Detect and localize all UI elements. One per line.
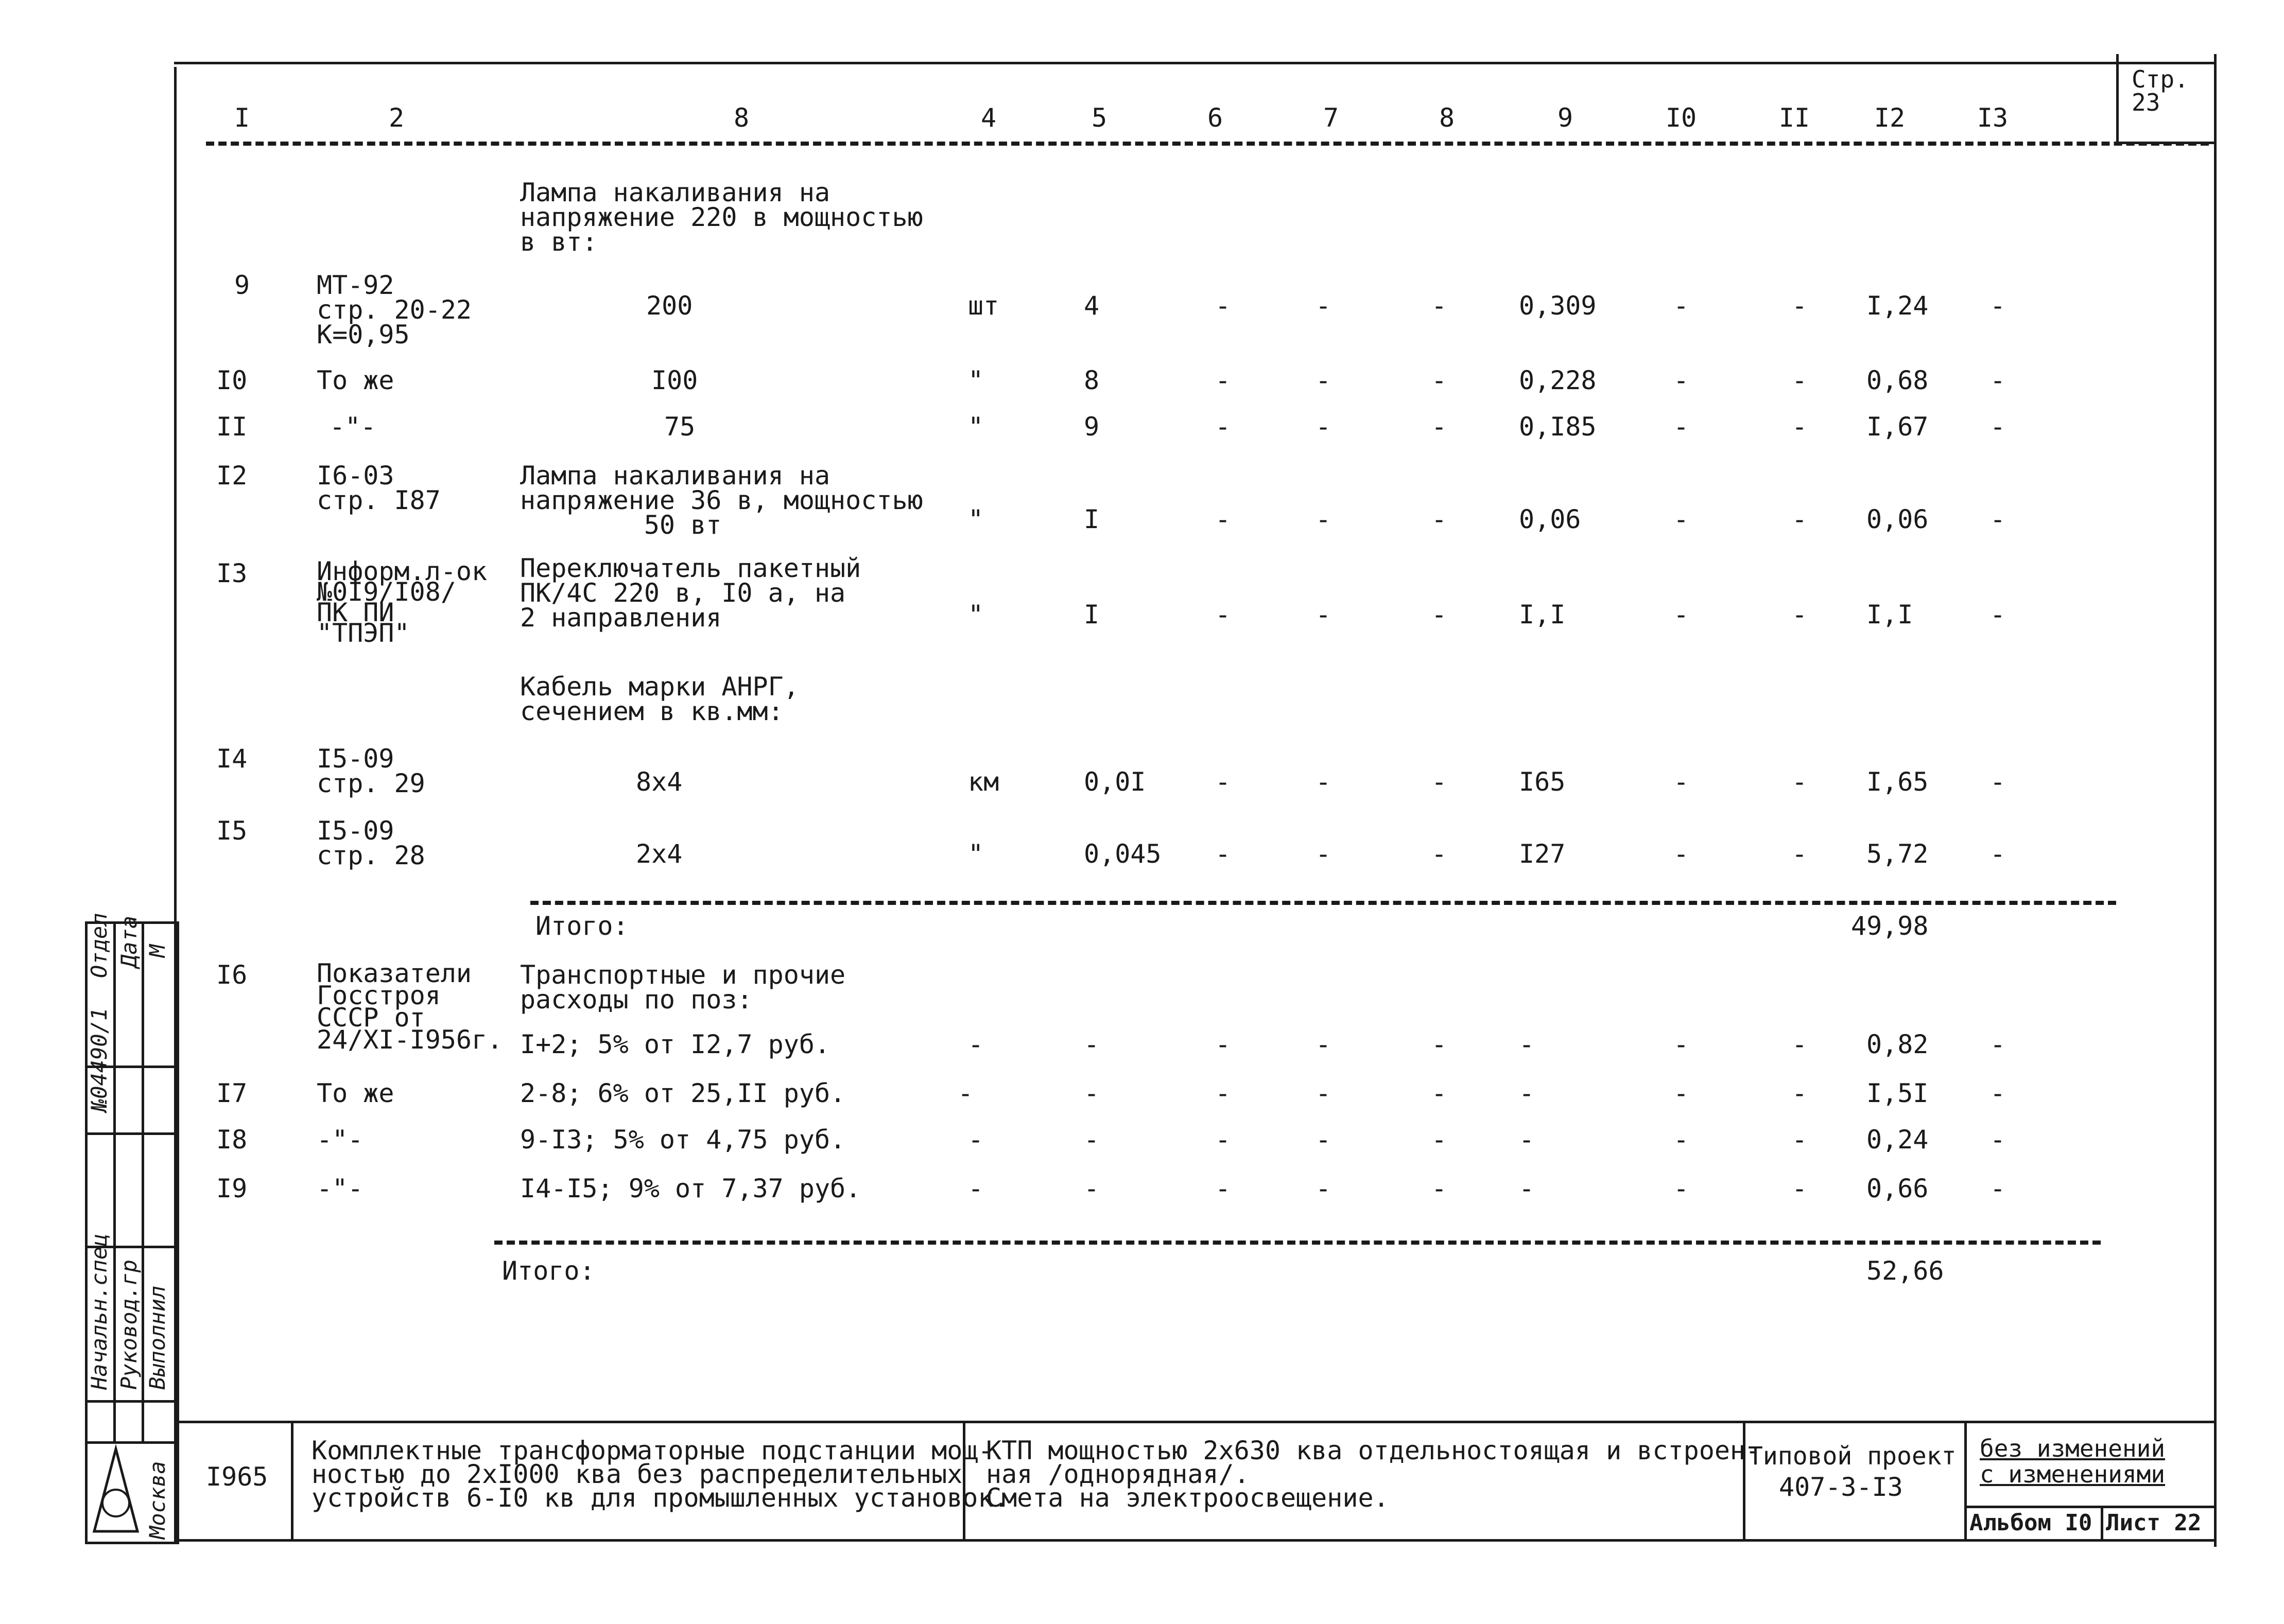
- row-dash: -: [1990, 1078, 2006, 1108]
- row-dash: -: [1316, 1029, 1331, 1059]
- row-desc: Переключатель пакетный ПК/4С 220 в, I0 а, на 2 направления: [520, 553, 861, 633]
- row-c12: 0,66: [1866, 1174, 1929, 1203]
- row-dash: -: [1792, 1174, 1808, 1203]
- row-c8: -: [1431, 412, 1447, 442]
- row-c11: -: [1792, 839, 1808, 869]
- row-c12: I,24: [1866, 291, 1929, 321]
- row-desc: I+2; 5% от I2,7 руб.: [520, 1029, 830, 1059]
- row-c6: -: [1215, 504, 1231, 534]
- row-c11: -: [1792, 767, 1808, 797]
- row-dash: -: [1990, 1174, 2006, 1203]
- row-number: I2: [216, 461, 248, 491]
- title-typical-label: Типовой проект: [1748, 1442, 1957, 1471]
- col-header-5: 5: [1091, 103, 1108, 133]
- side-label-head: Начальн.спец: [86, 1233, 112, 1390]
- row-dash: -: [1673, 1029, 1689, 1059]
- row-c10: -: [1673, 504, 1689, 534]
- row-c13: -: [1990, 291, 2006, 321]
- row-ref: Показатели Госстроя СССР от 24/XI-I956г.: [317, 958, 503, 1055]
- side-label-group-lead: Руковод.гр: [116, 1260, 142, 1390]
- row-unit: км: [968, 767, 999, 797]
- row-unit: ": [968, 365, 984, 395]
- row-dash: -: [1431, 1029, 1447, 1059]
- row-c7: -: [1316, 365, 1331, 395]
- row-dash: -: [968, 1029, 984, 1059]
- row-c13: -: [1990, 839, 2006, 869]
- row-dash: -: [1519, 1078, 1535, 1108]
- col-header-12: I2: [1874, 103, 1906, 133]
- title-block-row-line: [1964, 1506, 2214, 1508]
- col-header-1: I: [234, 103, 250, 133]
- side-stamp-row-line: [85, 1400, 174, 1403]
- row-dash: -: [1519, 1125, 1535, 1155]
- side-label-city: Москва: [145, 1461, 170, 1539]
- row-dash: -: [1316, 1125, 1331, 1155]
- row-c12: I,65: [1866, 767, 1929, 797]
- row-desc: 8х4: [636, 767, 683, 797]
- title-block-divider: [291, 1421, 293, 1539]
- page-ref-label: Стр.: [2132, 65, 2189, 93]
- title-typical-number: 407-3-I3: [1779, 1472, 1903, 1502]
- row-c13: -: [1990, 600, 2006, 630]
- row-number: I7: [216, 1078, 248, 1108]
- side-label-number: №04490/1: [86, 1007, 112, 1112]
- row-c12: 0,24: [1866, 1125, 1929, 1155]
- frame-top-line: [174, 62, 2216, 64]
- row-number: I6: [216, 960, 248, 990]
- subtotal2-label: Итого:: [502, 1256, 595, 1286]
- row-desc: 200: [646, 291, 693, 321]
- row-c10: -: [1673, 291, 1689, 321]
- row-ref: I5-09 стр. 28: [317, 816, 425, 870]
- row-qty: 0,0I: [1084, 767, 1146, 797]
- title-year: I965: [206, 1462, 268, 1492]
- side-stamp-col-line: [113, 921, 116, 1441]
- row-c6: -: [1215, 839, 1231, 869]
- page-ref-number: 23: [2132, 89, 2160, 116]
- row-c11: -: [1792, 600, 1808, 630]
- row-desc: 75: [664, 412, 696, 442]
- row-dash: -: [1084, 1078, 1100, 1108]
- row-c7: -: [1316, 839, 1331, 869]
- row-dash: -: [1673, 1125, 1689, 1155]
- row-ref: МТ-92 стр. 20-22 К=0,95: [317, 270, 472, 350]
- side-label-executor: Выполнил: [145, 1285, 170, 1390]
- row-number: I5: [216, 816, 248, 846]
- row-dash: -: [968, 1125, 984, 1155]
- row-dash: -: [1673, 1174, 1689, 1203]
- row-qty: I: [1084, 600, 1100, 630]
- subtotal2-dash-line: [494, 1241, 2101, 1245]
- logo-icon: [90, 1444, 142, 1539]
- row-dash: -: [1215, 1029, 1231, 1059]
- row-c6: -: [1215, 365, 1231, 395]
- col-header-3: 8: [733, 103, 750, 133]
- title-project-desc: Комплектные трансформаторные подстанции мощ- ностью до 2хI000 ква без распределительных устройств 6-I0 кв для промышленных установок.: [312, 1436, 1009, 1513]
- row-c7: -: [1316, 504, 1331, 534]
- row-c8: -: [1431, 600, 1447, 630]
- row-c7: -: [1316, 600, 1331, 630]
- row-ref: -"-: [330, 412, 376, 442]
- row-number: I8: [216, 1125, 248, 1155]
- row-ref: То же: [317, 1078, 394, 1108]
- row-desc: Лампа накаливания на напряжение 36 в, мощностью 50 вт: [520, 461, 923, 540]
- row-c8: -: [1431, 767, 1447, 797]
- side-label-m: М: [145, 944, 170, 957]
- row-dash: -: [1316, 1078, 1331, 1108]
- row-number: I0: [216, 365, 248, 395]
- row-dash: -: [1990, 1029, 2006, 1059]
- col-header-2: 2: [388, 103, 405, 133]
- row-desc: I4-I5; 9% от 7,37 руб.: [520, 1174, 861, 1203]
- row-desc: 9-I3; 5% от 4,75 руб.: [520, 1125, 846, 1155]
- col-header-6: 6: [1207, 103, 1223, 133]
- row-ref: I6-03 стр. I87: [317, 461, 441, 515]
- row-dash: -: [1673, 1078, 1689, 1108]
- row-unit: ": [968, 504, 984, 534]
- row-c13: -: [1990, 412, 2006, 442]
- row-c10: -: [1673, 412, 1689, 442]
- side-stamp-col-line: [142, 921, 144, 1441]
- row-c12: I,67: [1866, 412, 1929, 442]
- row-dash: -: [1215, 1078, 1231, 1108]
- cable-header-text: Кабель марки АНРГ, сечением в кв.мм:: [520, 672, 799, 726]
- row-c9: I27: [1519, 839, 1566, 869]
- row-qty: 9: [1084, 412, 1100, 442]
- side-label-date: Дата: [116, 915, 142, 968]
- row-c12: 0,06: [1866, 504, 1929, 534]
- row-c9: 0,228: [1519, 365, 1597, 395]
- row-dash: -: [1431, 1125, 1447, 1155]
- subtotal1-label: Итого:: [535, 911, 629, 941]
- row-ref: -"-: [317, 1125, 364, 1155]
- row-dash: -: [1792, 1125, 1808, 1155]
- row-dash: -: [1215, 1174, 1231, 1203]
- title-change1: без изменений: [1980, 1435, 2166, 1462]
- row-dash: -: [1316, 1174, 1331, 1203]
- row-c13: -: [1990, 365, 2006, 395]
- row-c10: -: [1673, 365, 1689, 395]
- row-c10: -: [1673, 767, 1689, 797]
- title-album: Альбом I0: [1969, 1510, 2092, 1536]
- row-c6: -: [1215, 767, 1231, 797]
- row-number: I4: [216, 744, 248, 774]
- row-dash: -: [1990, 1125, 2006, 1155]
- title-block-top-line: [174, 1421, 2216, 1423]
- row-c13: -: [1990, 504, 2006, 534]
- row-c9: 0,I85: [1519, 412, 1597, 442]
- subtotal1-dash-line: [530, 901, 2116, 905]
- row-ref: I5-09 стр. 29: [317, 744, 425, 798]
- row-c11: -: [1792, 365, 1808, 395]
- row-dash: -: [1084, 1029, 1100, 1059]
- row-dash: -: [1431, 1174, 1447, 1203]
- row-qty: 4: [1084, 291, 1100, 321]
- row-qty: 8: [1084, 365, 1100, 395]
- row-dash: -: [1215, 1125, 1231, 1155]
- row-dash: -: [1792, 1078, 1808, 1108]
- title-change2: с изменениями: [1980, 1460, 2166, 1488]
- row-dash: -: [968, 1174, 984, 1203]
- frame-bottom-line: [174, 1539, 2216, 1542]
- row-ref: То же: [317, 365, 394, 395]
- col-header-13: I3: [1977, 103, 2009, 133]
- subtotal1-value: 49,98: [1851, 911, 1929, 941]
- row-c12: 5,72: [1866, 839, 1929, 869]
- row-number: I3: [216, 558, 248, 588]
- row-qty: I: [1084, 504, 1100, 534]
- row-c9: I65: [1519, 767, 1566, 797]
- row-dash: -: [1519, 1029, 1535, 1059]
- row-c13: -: [1990, 767, 2006, 797]
- row-c9: I,I: [1519, 600, 1566, 630]
- row-c7: -: [1316, 767, 1331, 797]
- row-number: II: [216, 412, 248, 442]
- col-header-4: 4: [980, 103, 997, 133]
- row-desc: 2х4: [636, 839, 683, 869]
- row-c6: -: [1215, 291, 1231, 321]
- col-header-10: I0: [1665, 103, 1697, 133]
- row-dash: -: [1792, 1029, 1808, 1059]
- title-block-divider: [2101, 1506, 2103, 1539]
- side-stamp-row-line: [85, 1132, 174, 1135]
- title-block-divider: [1964, 1421, 1967, 1539]
- row-number: 9: [234, 270, 250, 300]
- row-c11: -: [1792, 291, 1808, 321]
- row-c9: 0,06: [1519, 504, 1581, 534]
- row-c8: -: [1431, 504, 1447, 534]
- row-c12: I,5I: [1866, 1078, 1929, 1108]
- transport-header-text: Транспортные и прочие расходы по поз:: [520, 960, 846, 1015]
- row-desc: I00: [651, 365, 698, 395]
- col-header-8: 8: [1439, 103, 1455, 133]
- side-label-department: Отдел: [86, 913, 112, 978]
- title-sheet-desc: КТП мощностью 2х630 ква отдельностоящая и встроен- ная /однорядная/. Смета на электроосвещение.: [986, 1436, 1761, 1513]
- row-dash: -: [1084, 1125, 1100, 1155]
- row-c10: -: [1673, 600, 1689, 630]
- subtotal2-value: 52,66: [1866, 1256, 1944, 1286]
- row-c7: -: [1316, 291, 1331, 321]
- row-dash: -: [1084, 1174, 1100, 1203]
- row-dash: -: [1519, 1174, 1535, 1203]
- row-qty: 0,045: [1084, 839, 1162, 869]
- row-c8: -: [1431, 839, 1447, 869]
- row-dash: -: [958, 1078, 974, 1108]
- row-c8: -: [1431, 291, 1447, 321]
- col-header-11: II: [1778, 103, 1810, 133]
- row-c12: 0,68: [1866, 365, 1929, 395]
- row-unit: шт: [968, 291, 999, 321]
- col-header-7: 7: [1323, 103, 1339, 133]
- row-c9: 0,309: [1519, 291, 1597, 321]
- header-dash-line: [206, 142, 2209, 146]
- row-c11: -: [1792, 412, 1808, 442]
- row-c10: -: [1673, 839, 1689, 869]
- row-desc: 2-8; 6% от 25,II руб.: [520, 1078, 846, 1108]
- row-c11: -: [1792, 504, 1808, 534]
- row-dash: -: [1431, 1078, 1447, 1108]
- row-number: I9: [216, 1174, 248, 1203]
- row-ref: -"-: [317, 1174, 364, 1203]
- row-unit: ": [968, 600, 984, 630]
- row-c6: -: [1215, 600, 1231, 630]
- row-c8: -: [1431, 365, 1447, 395]
- row-unit: ": [968, 412, 984, 442]
- intro-lamp-text: Лампа накаливания на напряжение 220 в мощностью в вт:: [520, 178, 923, 257]
- row-c12: I,I: [1866, 600, 1913, 630]
- row-ref: Информ.л-ок №0I9/I08/ ПК ПИ "ТПЭП": [317, 556, 488, 648]
- row-c7: -: [1316, 412, 1331, 442]
- row-unit: ": [968, 839, 984, 869]
- frame-right-line: [2214, 54, 2217, 1547]
- row-c12: 0,82: [1866, 1029, 1929, 1059]
- row-c6: -: [1215, 412, 1231, 442]
- col-header-9: 9: [1557, 103, 1573, 133]
- title-sheet: Лист 22: [2106, 1510, 2202, 1536]
